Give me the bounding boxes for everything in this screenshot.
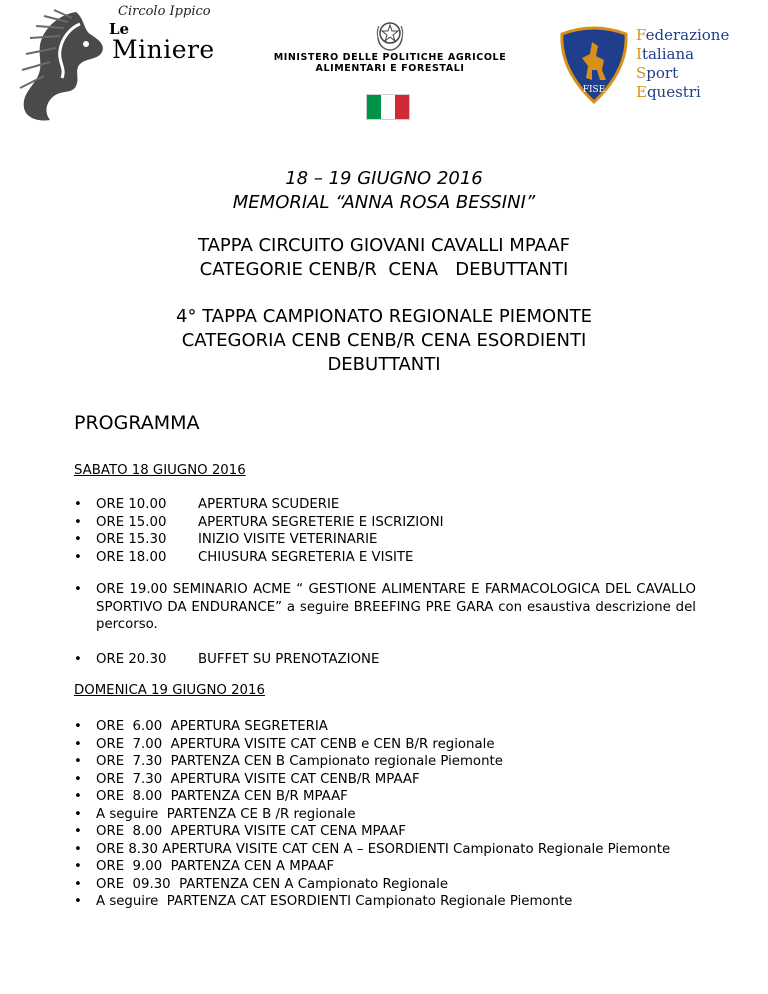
- list-item: • ORE 7.00 APERTURA VISITE CAT CENB e CEN B/R regionale: [74, 736, 696, 754]
- buffet-item: • ORE 20.30 BUFFET SU PRENOTAZIONE: [74, 651, 696, 669]
- club-le: Le: [109, 20, 130, 38]
- fise-badge-text: FISE: [582, 85, 606, 95]
- saturday-list: [74, 496, 696, 566]
- list-item: • ORE 6.00 APERTURA SEGRETERIA: [74, 718, 696, 736]
- fise-shield-icon: [556, 24, 632, 104]
- horse-head-icon: [14, 4, 114, 126]
- ministry-line-1: MINISTERO DELLE POLITICHE AGRICOLE: [273, 52, 507, 63]
- list-item: • A seguire PARTENZA CE B /R regionale: [74, 806, 696, 824]
- saturday-buffet-list: [74, 651, 696, 669]
- event-memorial: MEMORIAL “ANNA ROSA BESSINI”: [232, 192, 536, 213]
- list-item: • ORE 10.00 APERTURA SCUDERIE: [74, 496, 696, 514]
- sunday-heading: DOMENICA 19 GIUGNO 2016: [74, 683, 265, 698]
- list-item: • ORE 7.30 APERTURA VISITE CAT CENB/R MPAAF: [74, 771, 696, 789]
- ministry-header: [250, 16, 530, 74]
- list-item: • ORE 8.30 APERTURA VISITE CAT CEN A – ESORDIENTI Campionato Regionale Piemonte: [74, 841, 696, 859]
- fise-line-3: Sport: [636, 64, 679, 82]
- club-name: Miniere: [112, 35, 215, 64]
- ministry-line-2: ALIMENTARI E FORESTALI: [315, 63, 465, 74]
- circuit-heading: [0, 234, 768, 282]
- fise-line-1: Federazione: [636, 26, 730, 44]
- list-item: • ORE 15.30 INIZIO VISITE VETERINARIE: [74, 531, 696, 549]
- championship-line-2: CATEGORIA CENB CENB/R CENA ESORDIENTI: [181, 330, 587, 351]
- list-item: • ORE 9.00 PARTENZA CEN A MPAAF: [74, 858, 696, 876]
- championship-line-1: 4° TAPPA CAMPIONATO REGIONALE PIEMONTE: [176, 306, 592, 327]
- seminar-item: • ORE 19.00 SEMINARIO ACME “ GESTIONE ALIMENTARE E FARMACOLOGICA DEL CAVALLO SPORTIVO DA ENDURANCE” a seguire BREEFING PRE GARA con esaustiva descrizione del percorso.: [74, 581, 696, 634]
- fise-name: [636, 26, 729, 102]
- program-title: PROGRAMMA: [74, 412, 200, 434]
- club-logo: [14, 0, 264, 126]
- circuit-line-2: CATEGORIE CENB/R CENA DEBUTTANTI: [199, 259, 569, 280]
- saturday-heading: SABATO 18 GIUGNO 2016: [74, 463, 246, 478]
- fise-line-2: Italiana: [636, 45, 695, 63]
- flag-band-green: [367, 95, 381, 119]
- club-subtitle: Circolo Ippico: [118, 4, 211, 19]
- fise-logo: [556, 24, 756, 104]
- list-item: • ORE 15.00 APERTURA SEGRETERIE E ISCRIZIONI: [74, 514, 696, 532]
- italian-flag-icon: [366, 94, 410, 120]
- flag-band-red: [395, 95, 409, 119]
- list-item: • ORE 8.00 PARTENZA CEN B/R MPAAF: [74, 788, 696, 806]
- list-item: • A seguire PARTENZA CAT ESORDIENTI Campionato Regionale Piemonte: [74, 893, 696, 911]
- event-date: 18 – 19 GIUGNO 2016: [285, 168, 483, 189]
- event-title: [0, 167, 768, 215]
- championship-line-3: DEBUTTANTI: [327, 354, 441, 375]
- list-item: • ORE 7.30 PARTENZA CEN B Campionato regionale Piemonte: [74, 753, 696, 771]
- list-item: • ORE 18.00 CHIUSURA SEGRETERIA E VISITE: [74, 549, 696, 567]
- circuit-line-1: TAPPA CIRCUITO GIOVANI CAVALLI MPAAF: [197, 235, 570, 256]
- sunday-list: [74, 718, 696, 911]
- championship-heading: [0, 305, 768, 377]
- fise-line-4: Equestri: [636, 83, 701, 101]
- italian-emblem-icon: [373, 16, 407, 52]
- list-item: • ORE 09.30 PARTENZA CEN A Campionato Regionale: [74, 876, 696, 894]
- list-item: • ORE 8.00 APERTURA VISITE CAT CENA MPAAF: [74, 823, 696, 841]
- saturday-seminar-list: [74, 581, 696, 634]
- flag-band-white: [381, 95, 395, 119]
